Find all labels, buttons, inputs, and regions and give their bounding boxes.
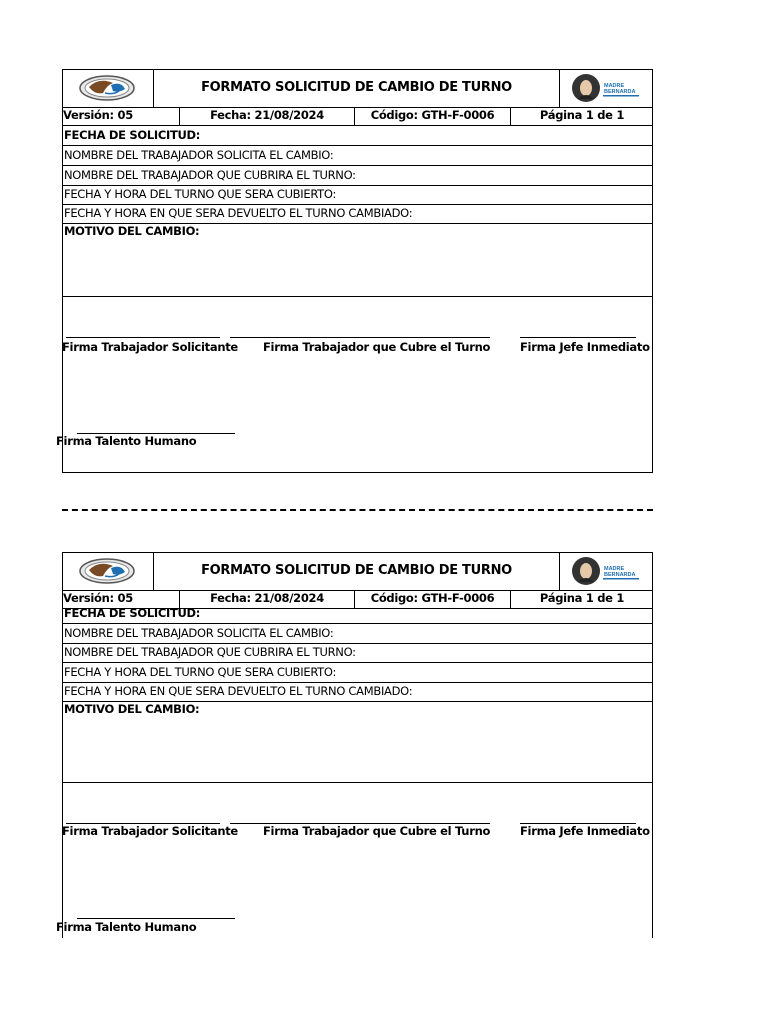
code-label: Código: GTH-F-0006: [355, 590, 511, 608]
motive-field[interactable]: [62, 224, 653, 297]
requester-signature-line[interactable]: [66, 337, 220, 338]
version-label: Versión: 05: [63, 590, 180, 608]
requester-name-field[interactable]: NOMBRE DEL TRABAJADOR SOLICITA EL CAMBIO:: [62, 146, 653, 166]
form-header: [62, 69, 653, 108]
manager-signature-label: Firma Jefe Inmediato: [520, 340, 650, 354]
madre-bernarda-logo-cell: [559, 552, 653, 590]
form-copy-2: [56, 552, 653, 938]
version-label: Versión: 05: [63, 107, 180, 125]
coverer-name-field[interactable]: NOMBRE DEL TRABAJADOR QUE CUBRIRA EL TURNO:: [62, 643, 653, 663]
logo-wordmark-top: MADRE: [604, 566, 625, 572]
code-label: Código: GTH-F-0006: [355, 107, 511, 125]
motive-label: MOTIVO DEL CAMBIO:: [64, 702, 200, 716]
logo-wordmark-top: MADRE: [604, 83, 625, 89]
hr-signature-label-clip: [56, 434, 197, 450]
form-title: FORMATO SOLICITUD DE CAMBIO DE TURNO: [201, 80, 512, 95]
form-title: FORMATO SOLICITUD DE CAMBIO DE TURNO: [201, 563, 512, 578]
page-label: Página 1 de 1: [539, 108, 625, 122]
request-date-field[interactable]: FECHA DE SOLICITUD:: [62, 604, 653, 624]
coverer-name-field[interactable]: NOMBRE DEL TRABAJADOR QUE CUBRIRA EL TURNO:: [62, 166, 653, 186]
shift-returned-field[interactable]: FECHA Y HORA EN QUE SERA DEVUELTO EL TURNO CAMBIADO:: [62, 204, 653, 224]
hr-signature-label-clip: [56, 920, 197, 936]
form-copy-1: [56, 69, 653, 473]
requester-name-field[interactable]: NOMBRE DEL TRABAJADOR SOLICITA EL CAMBIO:: [62, 624, 653, 644]
request-date-field[interactable]: FECHA DE SOLICITUD:: [62, 126, 653, 146]
madre-bernarda-logo-cell: [559, 69, 653, 107]
coverer-signature-line[interactable]: [230, 337, 490, 338]
date-label: Fecha: 21/08/2024: [180, 107, 355, 125]
institution-logo-cell: [62, 69, 154, 107]
motive-field[interactable]: [62, 702, 653, 783]
institution-logo-icon: [77, 556, 137, 586]
shift-covered-field[interactable]: FECHA Y HORA DEL TURNO QUE SERA CUBIERTO:: [62, 185, 653, 205]
date-label: Fecha: 21/08/2024: [180, 590, 355, 608]
meta-row: [62, 107, 653, 126]
logo-wordmark-bottom: BERNARDA: [604, 89, 636, 95]
manager-signature-label: Firma Jefe Inmediato: [520, 824, 650, 838]
coverer-signature-label: Firma Trabajador que Cubre el Turno: [263, 824, 491, 838]
madre-bernarda-logo-icon: [571, 556, 641, 586]
page-label: Página 1 de 1: [539, 591, 625, 605]
requester-signature-label: Firma Trabajador Solicitante: [62, 340, 238, 354]
requester-signature-label: Firma Trabajador Solicitante: [62, 824, 238, 838]
shift-covered-field[interactable]: FECHA Y HORA DEL TURNO QUE SERA CUBIERTO:: [62, 663, 653, 683]
institution-logo-cell: [62, 552, 154, 590]
logo-wordmark-bottom: BERNARDA: [604, 572, 636, 578]
motive-label: MOTIVO DEL CAMBIO:: [64, 224, 200, 238]
institution-logo-icon: [77, 73, 137, 103]
hr-signature-label: Firma Talento Humano: [56, 920, 197, 934]
form-border-bottom: [62, 472, 653, 473]
hr-signature-line[interactable]: [77, 918, 235, 919]
form-header: [62, 552, 653, 591]
hr-signature-label: Firma Talento Humano: [56, 434, 197, 448]
coverer-signature-label: Firma Trabajador que Cubre el Turno: [263, 340, 491, 354]
shift-returned-field[interactable]: FECHA Y HORA EN QUE SERA DEVUELTO EL TURNO CAMBIADO:: [62, 682, 653, 702]
cut-line-separator: [62, 509, 653, 511]
madre-bernarda-logo-icon: [571, 73, 641, 103]
manager-signature-line[interactable]: [520, 337, 636, 338]
